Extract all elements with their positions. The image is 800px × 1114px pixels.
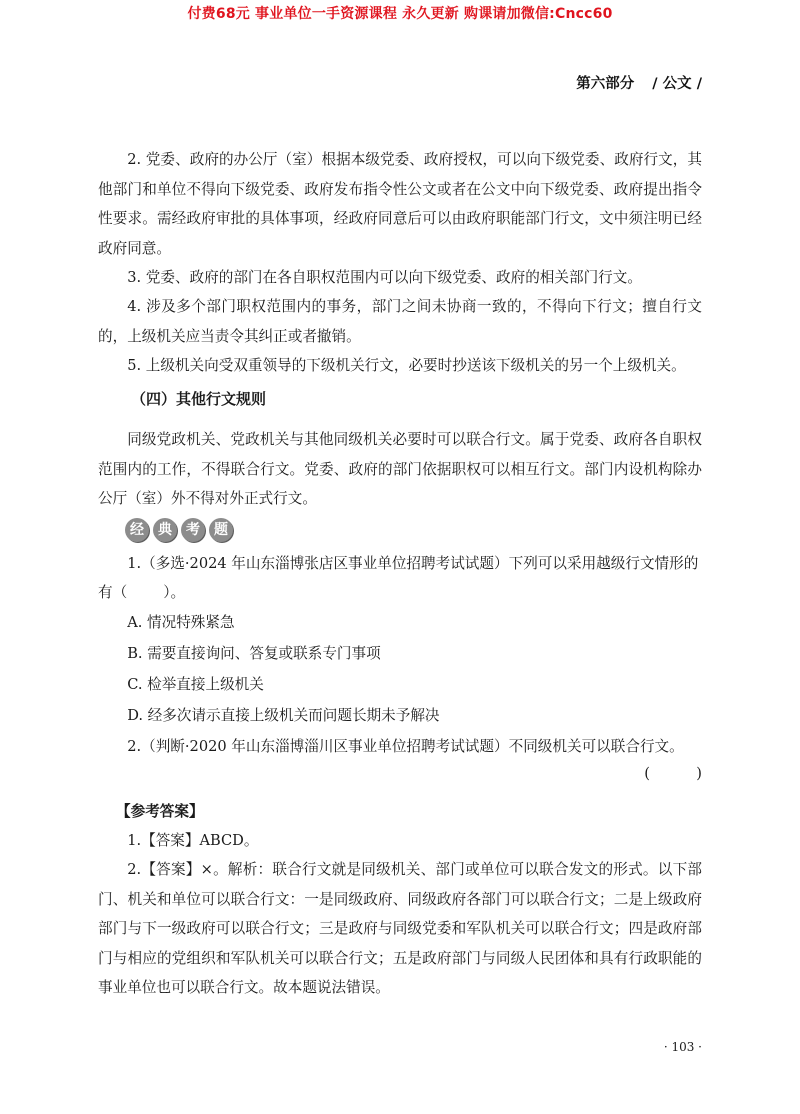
answer-1: 1.【答案】ABCD。 (127, 832, 259, 849)
header-section: / 公文 / (652, 76, 702, 92)
option-b: B. 需要直接询问、答复或联系专门事项 (127, 645, 381, 662)
question-1-stem: 1.（多选·2024 年山东淄博张店区事业单位招聘考试试题）下列可以采用越级行文情形的 (127, 555, 699, 572)
page-number: · 103 · (663, 1040, 702, 1054)
classic-exam-badge (125, 518, 233, 542)
badge-char: 考 (181, 518, 205, 542)
question-2-stem: 2.（判断·2020 年山东淄博淄川区事业单位招聘考试试题）不同级机关可以联合行文。 (127, 738, 684, 755)
question-1-stem-cont (98, 578, 702, 608)
answers-heading: 【参考答案】 (116, 803, 204, 820)
rule-2-paragraph: 2. 党委、政府的办公厅（室）根据本级党委、政府授权，可以向下级党委、政府行文，其他部门和单位不得向下级党委、政府发布指令性公文或者在公文中向下级党委、政府提出指令性要求。需经政府审批的具体事项，经政府同意后可以由政府职能部门行文，文中须注明已经政府同意。 (98, 151, 702, 257)
option-a: A. 情况特殊紧急 (127, 614, 235, 631)
badge-char: 典 (153, 518, 177, 542)
question-1-blank-close: ）。 (163, 584, 186, 601)
option-d: D. 经多次请示直接上级机关而问题长期未予解决 (127, 707, 440, 724)
badge-char: 经 (125, 518, 149, 542)
section-title: （四）其他行文规则 (131, 390, 267, 408)
question-2-answer-paren: ( ) (644, 765, 702, 782)
option-c: C. 检举直接上级机关 (127, 676, 264, 693)
rule-5-paragraph: 5. 上级机关向受双重领导的下级机关行文，必要时抄送该下级机关的另一个上级机关。 (127, 357, 686, 374)
badge-char: 题 (209, 518, 233, 542)
running-header (576, 72, 702, 93)
question-1-blank-open: 有（ (98, 584, 128, 601)
answer-2: 2.【答案】×。解析：联合行文就是同级机关、部门或单位可以联合发文的形式。以下部门、机关和单位可以联合行文：一是同级政府、同级政府各部门可以联合行文；二是上级政府部门与下一级政府可以联合行文；三是政府与同级党委和军队机关可以联合行文；四是政府部门与相应的党组织和军队机关可以联合行文；五是政府部门与同级人民团体和具有行政职能的事业单位也可以联合行文。故本题说法错误。 (98, 861, 702, 996)
rule-4-paragraph: 4. 涉及多个部门职权范围内的事务，部门之间未协商一致的，不得向下行文；擅自行文的，上级机关应当责令其纠正或者撤销。 (98, 298, 702, 345)
rule-3-paragraph: 3. 党委、政府的部门在各自职权范围内可以向下级党委、政府的相关部门行文。 (127, 269, 642, 286)
header-part: 第六部分 (576, 76, 635, 92)
watermark-banner: 付费68元 事业单位一手资源课程 永久更新 购课请加微信:Cncc60 (187, 6, 613, 22)
section-paragraph: 同级党政机关、党政机关与其他同级机关必要时可以联合行文。属于党委、政府各自职权范围内的工作，不得联合行文。党委、政府的部门依据职权可以相互行文。部门内设机构除办公厅（室）外不得对外正式行文。 (98, 431, 702, 507)
